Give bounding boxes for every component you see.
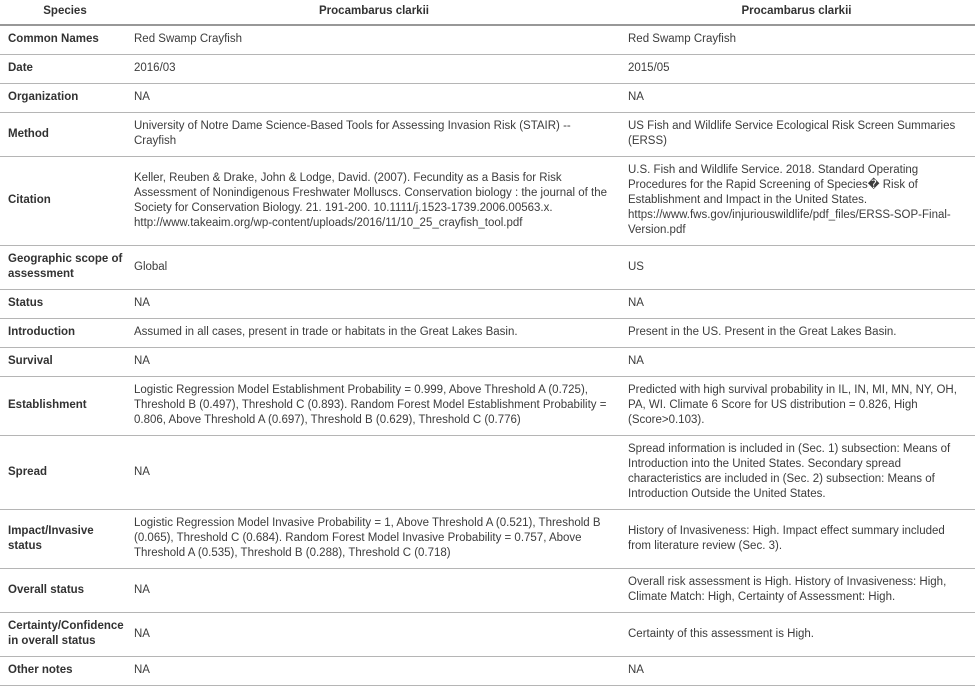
row-label: Certainty/Confidence in overall status <box>8 620 124 647</box>
table-row <box>0 113 975 157</box>
assessment-2-cell: Certainty of this assessment is High. <box>628 627 814 640</box>
assessment-2-cell: NA <box>628 664 644 676</box>
assessment-2-cell: U.S. Fish and Wildlife Service. 2018. Standard Operating Procedures for the Rapid Screening of Species� Risk of Establishment and Impact in the United States. https://www.fws.gov/injuriouswildlife/pdf_files/ERSS-SOP-Final-Version.pdf <box>628 164 951 236</box>
row-label: Date <box>8 62 33 74</box>
row-label: Other notes <box>8 664 73 676</box>
row-label: Common Names <box>8 33 99 45</box>
assessment-1-cell: NA <box>134 664 150 676</box>
table-row <box>0 319 975 348</box>
assessment-2-cell: Spread information is included in (Sec. 1) subsection: Means of Introduction into the United States. Secondary spread characteristics are included in (Sec. 2) subsection: Means of Introduction Outside the United States. <box>628 443 951 500</box>
assessment-1-cell: 2016/03 <box>134 62 176 74</box>
row-label: Spread <box>8 465 47 478</box>
row-label: Introduction <box>8 326 76 338</box>
table-row <box>0 246 975 290</box>
assessment-2-cell: Predicted with high survival probability in IL, IN, MI, MN, NY, OH, PA, WI. Climate 6 Score for US distribution = 0.826, High (Score>0.103). <box>628 384 957 426</box>
assessment-2-cell: Red Swamp Crayfish <box>628 33 737 45</box>
assessment-1-cell: Global <box>134 260 168 273</box>
assessment-2-cell: NA <box>628 91 644 103</box>
table-row <box>0 569 975 613</box>
row-label: Survival <box>8 355 53 367</box>
table-row <box>0 55 975 84</box>
assessment-2-cell: Present in the US. Present in the Great Lakes Basin. <box>628 326 897 338</box>
table-row <box>0 657 975 686</box>
table-row <box>0 290 975 319</box>
assessment-2-cell: 2015/05 <box>628 62 670 74</box>
assessment-1-cell: NA <box>134 583 150 596</box>
table-row <box>0 84 975 113</box>
assessment-1-cell: NA <box>134 297 150 309</box>
assessment-1-cell: Logistic Regression Model Invasive Probability = 1, Above Threshold A (0.521), Threshold B (0.065), Threshold C (0.684). Random Forest Model Invasive Probability = 0.757, Above Threshold A (0.535), Threshold B (0.288), Threshold C (0.718) <box>134 517 601 559</box>
table-row <box>0 25 975 55</box>
assessment-1-cell: Keller, Reuben & Drake, John & Lodge, David. (2007). Fecundity as a Basis for Risk Assessment of Nonindigenous Freshwater Molluscs. Conservation biology : the journal of the Society for Conservation Biology. 21. 191-200. 10.1111/j.1523-1739.2006.00563.x. http://www.takeaim.org/wp-content/uploads/2016/11/10_25_crayfish_tool.pdf <box>134 171 608 229</box>
row-label: Overall status <box>8 583 85 596</box>
table-body <box>0 25 975 686</box>
assessment-2-cell: NA <box>628 297 644 309</box>
assessment-1-cell: NA <box>134 627 150 640</box>
assessment-1-cell: Red Swamp Crayfish <box>134 33 243 45</box>
column-header-species: Species <box>0 0 130 25</box>
table-row <box>0 377 975 436</box>
column-header-assessment-2: Procambarus clarkii <box>618 0 975 25</box>
assessment-1-cell: University of Notre Dame Science-Based Tools for Assessing Invasion Risk (STAIR) -- Crayfish <box>134 120 571 147</box>
assessment-2-cell: NA <box>628 355 644 367</box>
assessment-2-cell: US Fish and Wildlife Service Ecological Risk Screen Summaries (ERSS) <box>628 120 956 147</box>
assessment-2-cell: US <box>628 260 644 273</box>
assessment-1-cell: Logistic Regression Model Establishment Probability = 0.999, Above Threshold A (0.725), Threshold B (0.497), Threshold C (0.893). Random Forest Model Establishment Probability = 0.806, Above Threshold A (0.697), Threshold B (0.629), Threshold C (0.776) <box>134 384 607 426</box>
row-label: Method <box>8 127 49 140</box>
assessment-2-cell: History of Invasiveness: High. Impact effect summary included from literature review (Sec. 3). <box>628 524 945 552</box>
table-row <box>0 510 975 569</box>
row-label: Status <box>8 297 44 309</box>
table-row <box>0 157 975 246</box>
row-label: Organization <box>8 91 79 103</box>
assessment-1-cell: NA <box>134 465 150 478</box>
table-header-row <box>0 0 975 25</box>
row-label: Citation <box>8 194 51 206</box>
table-row <box>0 436 975 510</box>
column-header-assessment-1: Procambarus clarkii <box>130 0 618 25</box>
row-label: Establishment <box>8 399 87 411</box>
table-row <box>0 348 975 377</box>
row-label: Impact/Invasive status <box>8 524 94 552</box>
assessment-1-cell: Assumed in all cases, present in trade or habitats in the Great Lakes Basin. <box>134 326 518 338</box>
assessment-1-cell: NA <box>134 91 150 103</box>
row-label: Geographic scope of assessment <box>8 253 123 280</box>
assessment-1-cell: NA <box>134 355 150 367</box>
assessment-2-cell: Overall risk assessment is High. History of Invasiveness: High, Climate Match: High, Certainty of Assessment: High. <box>628 576 947 603</box>
